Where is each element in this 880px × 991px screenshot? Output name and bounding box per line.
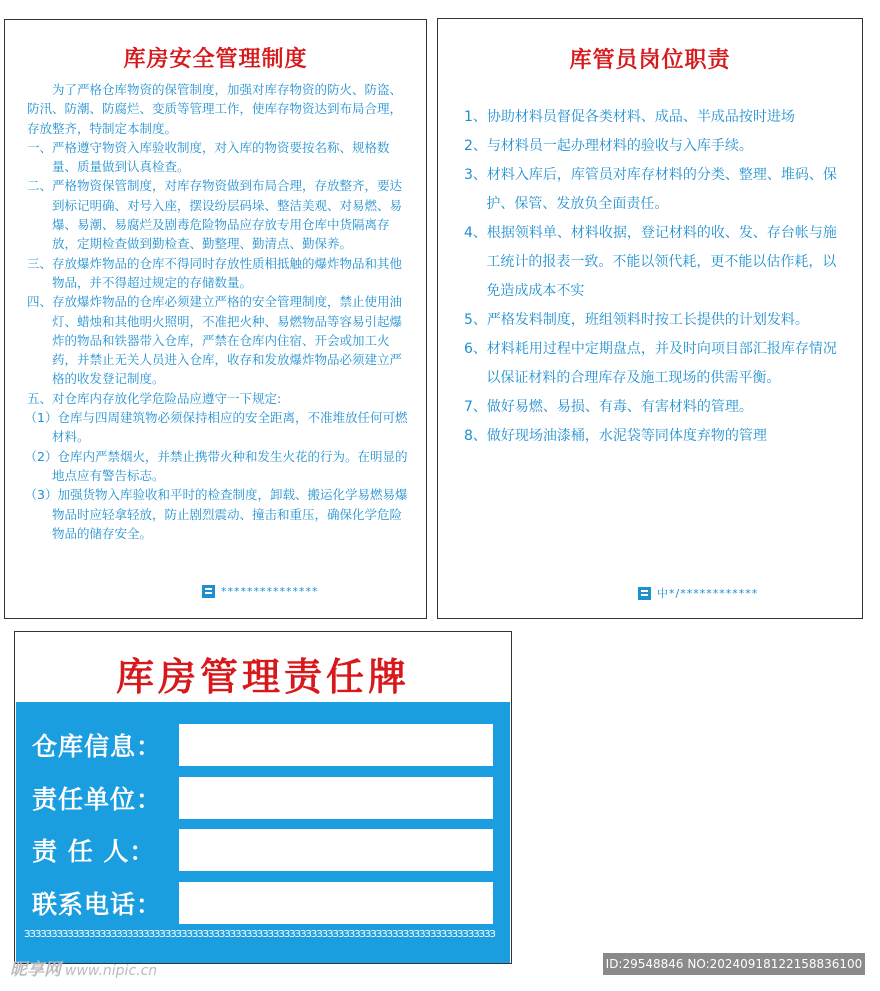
rules-footer	[202, 585, 319, 598]
card-label: 联系电话：	[32, 890, 163, 919]
rules-subitem: （3）加强货物入库验收和平时的检查制度，卸载、搬运化学易燃易爆物品时应轻拿轻放，防止剧烈震动、撞击和重压，确保化学危险物品的储存安全。	[24, 487, 408, 541]
warehouse-info-field[interactable]	[179, 724, 493, 766]
site-url: www.nipic.cn	[65, 963, 158, 979]
keeper-duties-panel	[437, 18, 863, 619]
site-name: 昵享网	[10, 960, 61, 980]
card-blue-area	[16, 702, 510, 963]
responsible-unit-field[interactable]	[179, 777, 493, 819]
card-label: 责 任 人：	[32, 837, 156, 866]
duty-item: 7、做好易燃、易损、有毒、有害材料的管理。	[464, 399, 753, 415]
duty-item: 6、材料耗用过程中定期盘点，并及时向项目部汇报库存情况以保证材料的合理库存及施工现场的供需平衡。	[464, 341, 837, 386]
warehouse-safety-rules-panel	[4, 19, 427, 619]
company-logo-icon	[202, 585, 215, 598]
duties-list	[464, 103, 839, 451]
duty-item: 8、做好现场油漆桶，水泥袋等同体度弃物的管理	[464, 428, 767, 444]
duty-item: 4、根据领料单、材料收据，登记材料的收、发、存台帐与施工统计的报表一致。不能以领代耗，更不能以估作耗，以免造成成本不实	[464, 225, 837, 299]
card-label: 责任单位：	[32, 785, 163, 814]
contact-phone-field[interactable]	[179, 882, 493, 924]
card-row-phone	[32, 882, 180, 924]
duty-item: 3、材料入库后，库管员对库存材料的分类、整理、堆码、保护、保管、发放负全面责任。	[464, 167, 837, 212]
company-logo-icon	[638, 587, 651, 600]
rules-footer-text: ***************	[221, 585, 319, 598]
card-label: 仓库信息：	[32, 732, 163, 761]
rules-item: 五、对仓库内存放化学危险品应遵守一下规定:	[27, 390, 282, 406]
duties-footer	[638, 585, 758, 601]
duties-footer-text: 中*/************	[657, 587, 759, 600]
rules-title: 库房安全管理制度	[123, 47, 308, 72]
decorative-pattern: ЗЗЗЗЗЗЗЗЗЗЗЗЗЗЗЗЗЗЗЗЗЗЗЗЗЗЗЗЗЗЗЗЗЗЗЗЗЗЗЗЗЗЗЗЗЗЗЗЗЗЗЗЗЗЗЗЗЗЗЗЗЗЗЗЗЗЗЗЗЗЗЗЗЗЗЗЗЗЗЗЗЗЗЗЗЗЗ	[24, 930, 495, 940]
site-watermark	[10, 955, 157, 980]
duty-item: 2、与材料员一起办理材料的验收与入库手续。	[464, 138, 753, 154]
duties-title: 库管员岗位职责	[569, 48, 731, 73]
rules-item: 四、存放爆炸物品的仓库必须建立严格的安全管理制度，禁止使用油灯、蜡烛和其他明火照明，不准把火种、易燃物品等容易引起爆炸的物品和铁器带入仓库，严禁在仓库内住宿、开会或加工火药，并禁止无关人员进入仓库，收存和发放爆炸物品必须建立严格的收发登记制度。	[27, 294, 403, 387]
card-row-person	[32, 829, 180, 871]
card-row-unit	[32, 777, 180, 819]
rules-item: 二、严格物资保管制度，对库存物资做到布局合理，存放整齐，要达到标记明确、对号入座，摆设纷层码垛、整洁美观、对易燃、易爆、易潮、易腐烂及剧毒危险物品应存放专用仓库中货隔离存放，定期检查做到勤检查、勤整理、勤清点、勤保养。	[27, 178, 403, 252]
card-row-warehouse	[32, 724, 180, 766]
rules-subitem: （2）仓库内严禁烟火，并禁止携带火种和发生火花的行为。在明显的地点应有警告标志。	[24, 448, 408, 483]
responsible-person-field[interactable]	[179, 829, 493, 871]
rules-item: 一、严格遵守物资入库验收制度，对入库的物资要按名称、规格数量、质量做到认真检查。	[27, 139, 390, 175]
image-id-label: ID:29548846 NO:20240918122158836100	[603, 953, 865, 975]
duty-item: 5、严格发料制度，班组领料时按工长提供的计划发料。	[464, 312, 809, 328]
responsibility-card	[14, 631, 512, 964]
card-title: 库房管理责任牌	[115, 655, 410, 699]
rules-item: 三、存放爆炸物品的仓库不得同时存放性质相抵触的爆炸物品和其他物品，并不得超过规定的存储数量。	[27, 255, 403, 290]
rules-subitem: （1）仓库与四周建筑物必须保持相应的安全距离，不准堆放任何可燃材料。	[24, 410, 408, 445]
rules-body	[24, 80, 412, 543]
duty-item: 1、协助材料员督促各类材料、成品、半成品按时进场	[464, 109, 795, 125]
rules-intro: 为了严格仓库物资的保管制度，加强对库存物资的防火、防盗、防汛、防潮、防腐烂、变质等管理工作，使库存物资达到布局合理，存放整齐，特制定本制度。	[27, 82, 403, 136]
